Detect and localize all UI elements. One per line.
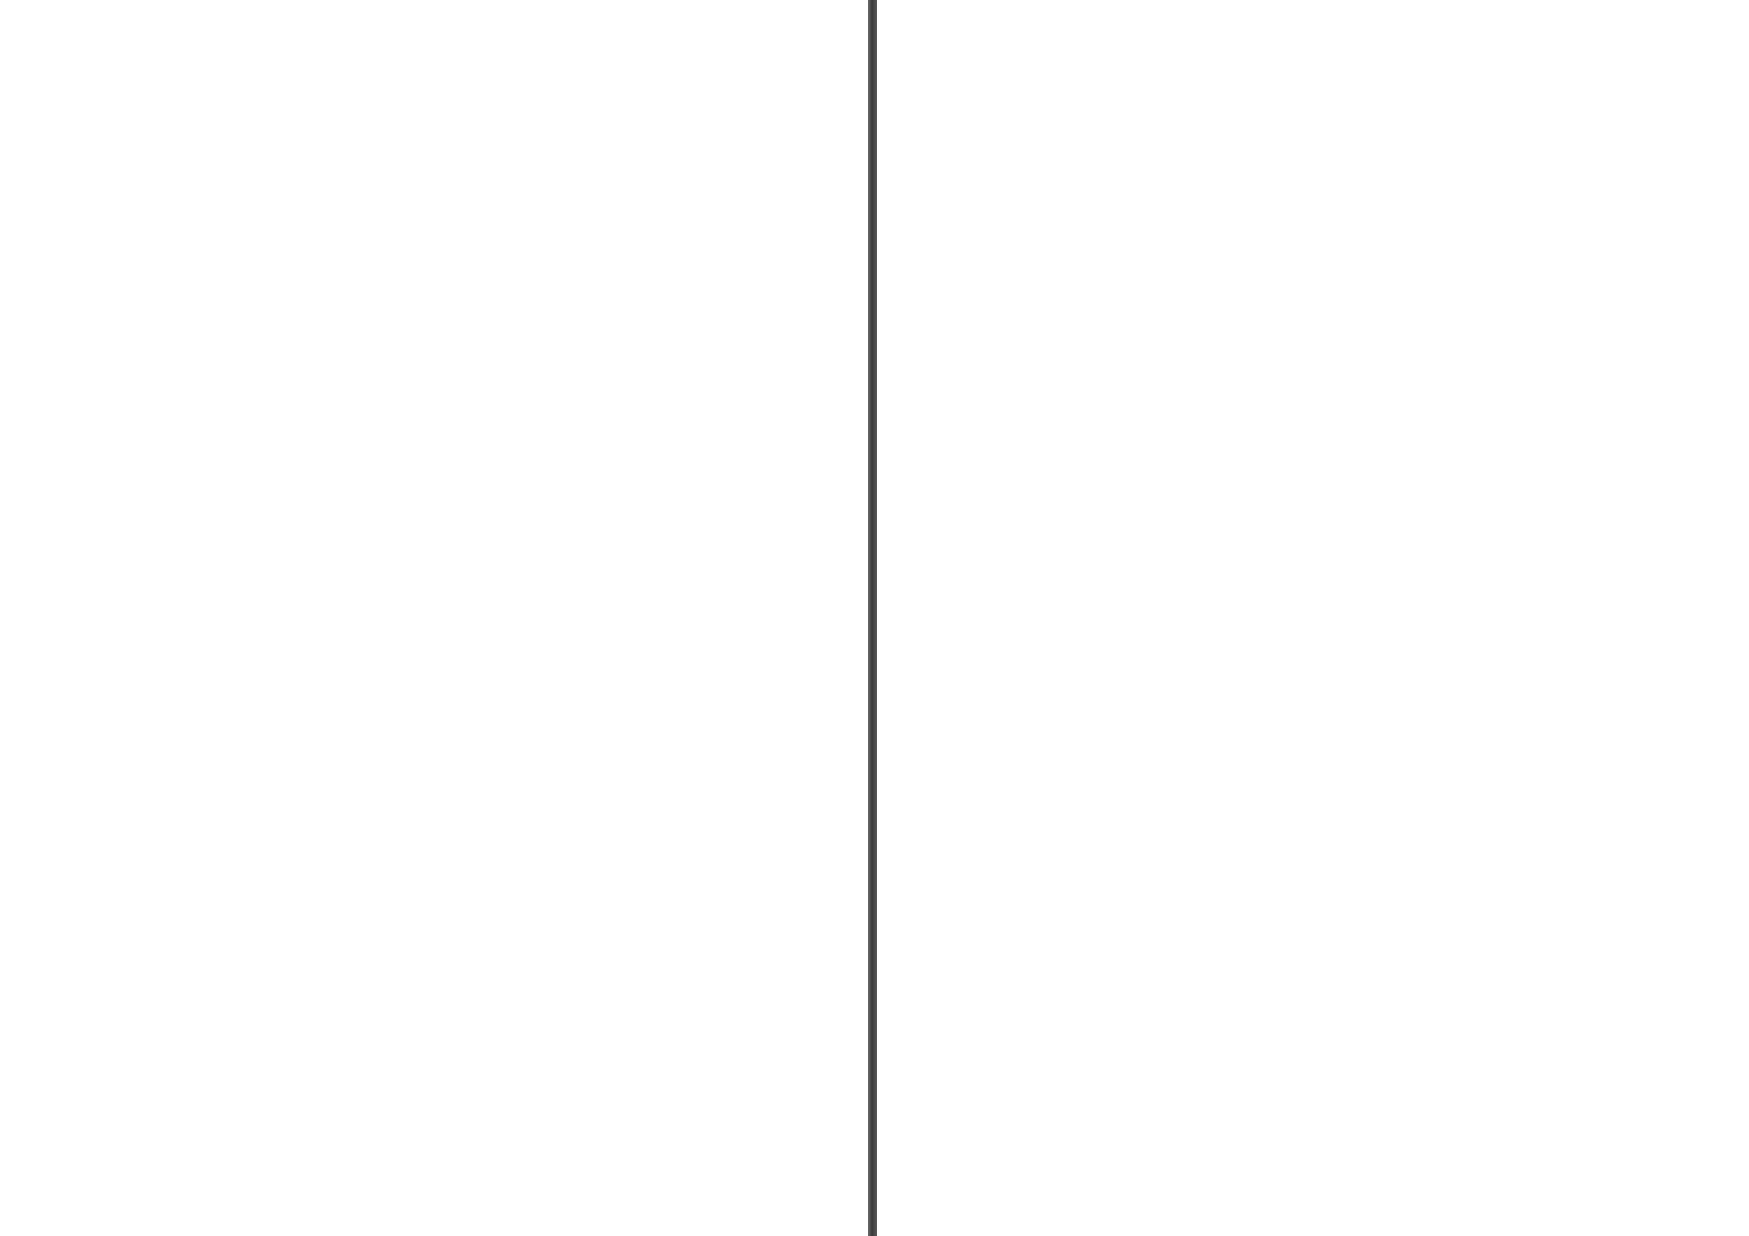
book-gutter [868,0,877,1236]
right-page [877,0,1749,1236]
left-page-header [120,128,640,152]
right-page-body [1127,146,1687,1176]
left-page [0,0,868,1236]
left-page-body [118,172,618,1176]
